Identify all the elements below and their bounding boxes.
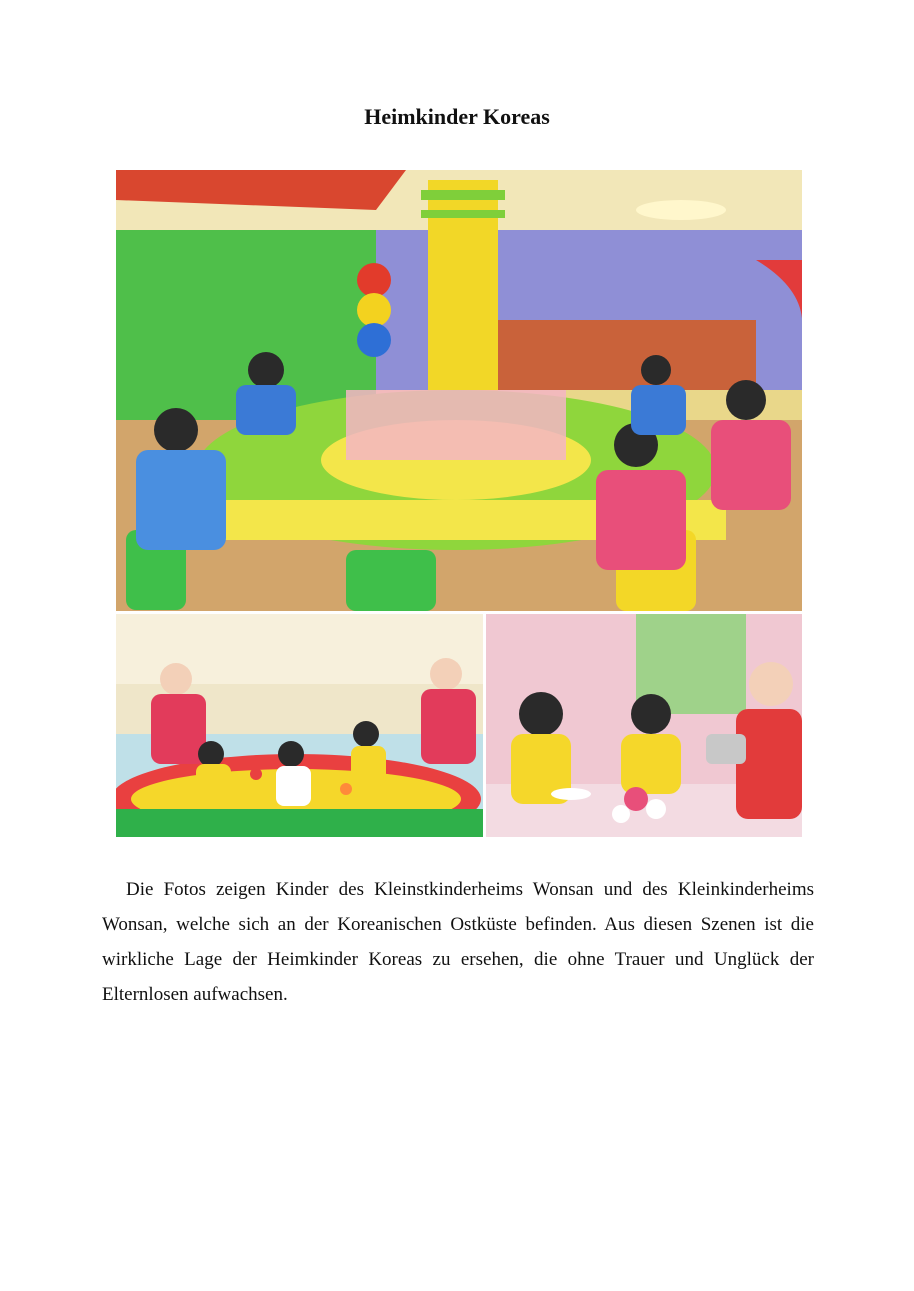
page-title: Heimkinder Koreas — [364, 104, 550, 129]
photo-meal-time — [486, 614, 802, 837]
caption-paragraph: Die Fotos zeigen Kinder des Kleinstkinderheims Wonsan und des Kleinkinderheims Wonsan, welche sich an der Koreanischen Ostküste befinden. Aus diesen Szenen ist die wirkliche Lage der Heimkinder Koreas zu ersehen, die ohne Trauer und Unglück der Elternlosen aufwachsen. — [102, 879, 814, 1005]
photo-playroom — [116, 170, 802, 611]
photo-ball-pit — [116, 614, 483, 837]
